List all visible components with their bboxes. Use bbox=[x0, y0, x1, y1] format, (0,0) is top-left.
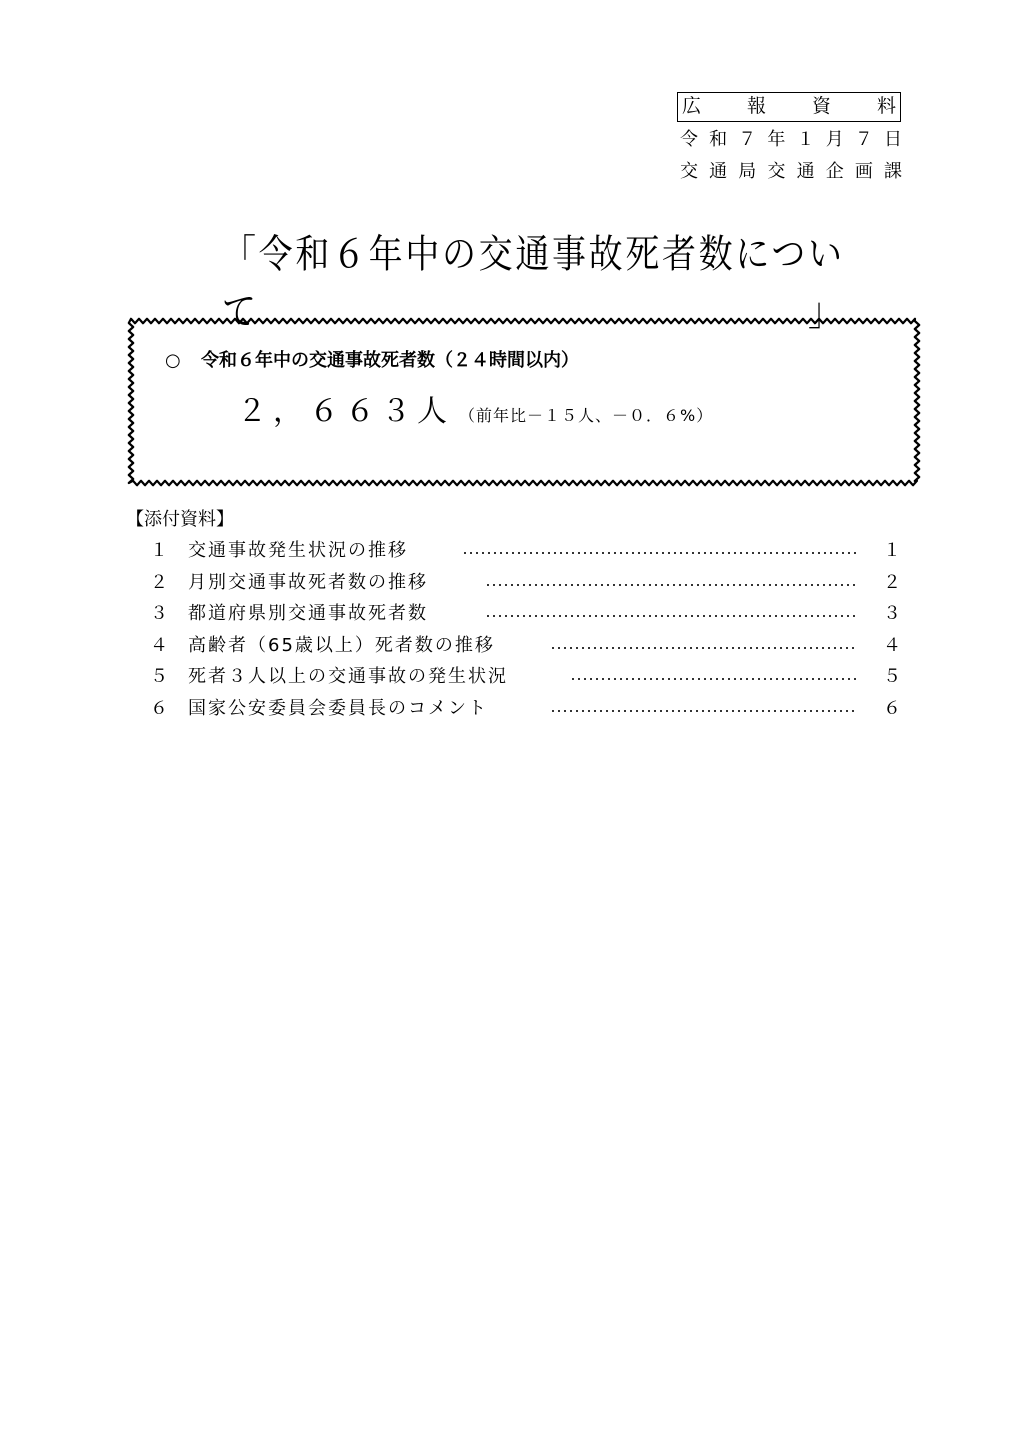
summary-heading-text: 令和６年中の交通事故死者数（２４時間以内） bbox=[201, 350, 579, 371]
item-page: ５ bbox=[883, 666, 901, 687]
item-page: ３ bbox=[883, 603, 901, 624]
item-number: ２ bbox=[150, 571, 168, 593]
leader-dots bbox=[485, 615, 858, 617]
summary-value bbox=[237, 392, 713, 436]
attachments-heading: 【添付資料】 bbox=[126, 509, 234, 530]
item-number: １ bbox=[150, 540, 168, 561]
item-page: １ bbox=[883, 540, 901, 561]
item-page: ６ bbox=[883, 697, 901, 719]
fatality-count: ２，６６３人 bbox=[237, 394, 453, 429]
leader-dots bbox=[570, 678, 858, 680]
release-date: 令和７年１月７日 bbox=[680, 129, 902, 150]
attachments-list bbox=[140, 536, 910, 725]
list-item[interactable] bbox=[140, 694, 910, 726]
item-label: 国家公安委員会委員長のコメント bbox=[188, 697, 488, 719]
item-number: ３ bbox=[150, 603, 168, 624]
item-page: ４ bbox=[883, 634, 901, 656]
page-title: 「令和６年中の交通事故死者数について」 bbox=[222, 231, 842, 336]
item-number: ６ bbox=[150, 697, 168, 719]
summary-heading bbox=[165, 346, 579, 376]
list-item[interactable] bbox=[140, 631, 910, 663]
list-item[interactable] bbox=[140, 568, 910, 600]
bullet-circle-icon: ○ bbox=[165, 350, 181, 371]
leader-dots bbox=[485, 584, 858, 586]
list-item[interactable] bbox=[140, 599, 910, 631]
item-label: 交通事故発生状況の推移 bbox=[188, 540, 408, 561]
list-item[interactable] bbox=[140, 662, 910, 694]
item-page: ２ bbox=[883, 571, 901, 593]
department-name: 交通局交通企画課 bbox=[680, 161, 902, 182]
year-over-year-comparison: （前年比－１５人、－０．６%） bbox=[459, 406, 714, 425]
press-release-label: 広報資料 bbox=[677, 92, 901, 122]
item-number: ５ bbox=[150, 666, 168, 687]
item-label: 月別交通事故死者数の推移 bbox=[188, 571, 428, 593]
list-item[interactable] bbox=[140, 536, 910, 568]
item-label: 死者３人以上の交通事故の発生状況 bbox=[188, 666, 508, 687]
item-label: 都道府県別交通事故死者数 bbox=[188, 603, 428, 624]
leader-dots bbox=[550, 710, 858, 712]
leader-dots bbox=[550, 647, 858, 649]
item-label: 高齢者（65歳以上）死者数の推移 bbox=[188, 634, 495, 656]
leader-dots bbox=[462, 552, 858, 554]
item-number: ４ bbox=[150, 634, 168, 656]
